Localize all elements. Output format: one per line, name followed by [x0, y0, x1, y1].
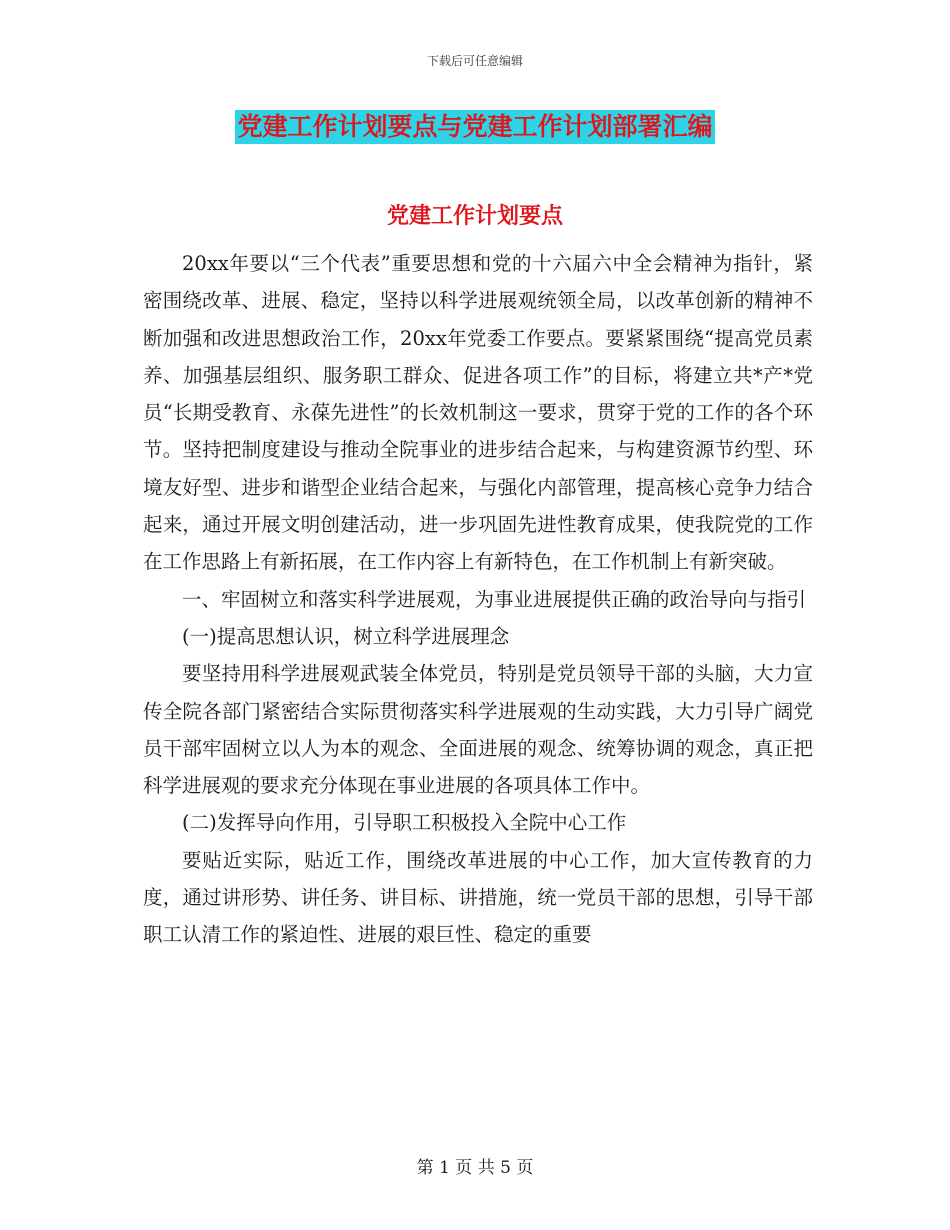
- document-body: [143, 245, 813, 954]
- page-header-note: 下载后可任意编辑: [426, 54, 523, 68]
- document-title-container: [0, 110, 950, 144]
- paragraph-subheading-two: 要贴近实际，贴近工作，围绕改革进展的中心工作，加大宣传教育的力度，通过讲形势、讲任务、讲目标、讲措施，统一党员干部的思想，引导干部职工认清工作的紧迫性、进展的艰巨性、稳定的重要: [143, 848, 813, 947]
- heading-part-one: 一、牢固树立和落实科学进展观，为事业进展提供正确的政治导向与指引: [182, 587, 807, 611]
- paragraph-intro: 20xx年要以“三个代表”重要思想和党的十六届六中全会精神为指针，紧密围绕改革、进展、稳定，坚持以科学进展观统领全局，以改革创新的精神不断加强和改进思想政治工作，20xx年党委工作要点。要紧紧围绕“提高党员素养、加强基层组织、服务职工群众、促进各项工作”的目标，将建立共*产*党员“长期受教育、永葆先进性”的长效机制这一要求，贯穿于党的工作的各个环节。坚持把制度建设与推动全院事业的进步结合起来，与构建资源节约型、环境友好型、进步和谐型企业结合起来，与强化内部管理，提高核心竞争力结合起来，通过开展文明创建活动，进一步巩固先进性教育成果，使我院党的工作在工作思路上有新拓展，在工作内容上有新特色，在工作机制上有新突破。: [143, 252, 813, 574]
- subheading-two: (二)发挥导向作用，引导职工积极投入全院中心工作: [182, 811, 627, 835]
- paragraph-subheading-one: 要坚持用科学进展观武装全体党员，特别是党员领导干部的头脑，大力宣传全院各部门紧密结合实际贯彻落实科学进展观的生动实践，大力引导广阔党员干部牢固树立以人为本的观念、全面进展的观念、统筹协调的观念，真正把科学进展观的要求充分体现在事业进展的各项具体工作中。: [143, 662, 813, 798]
- subheading-one: (一)提高思想认识，树立科学进展理念: [182, 624, 510, 648]
- page-number: 第 1 页 共 5 页: [416, 1158, 534, 1178]
- document-title: 党建工作计划要点与党建工作计划部署汇编: [235, 110, 714, 144]
- section-title: 党建工作计划要点: [386, 203, 563, 229]
